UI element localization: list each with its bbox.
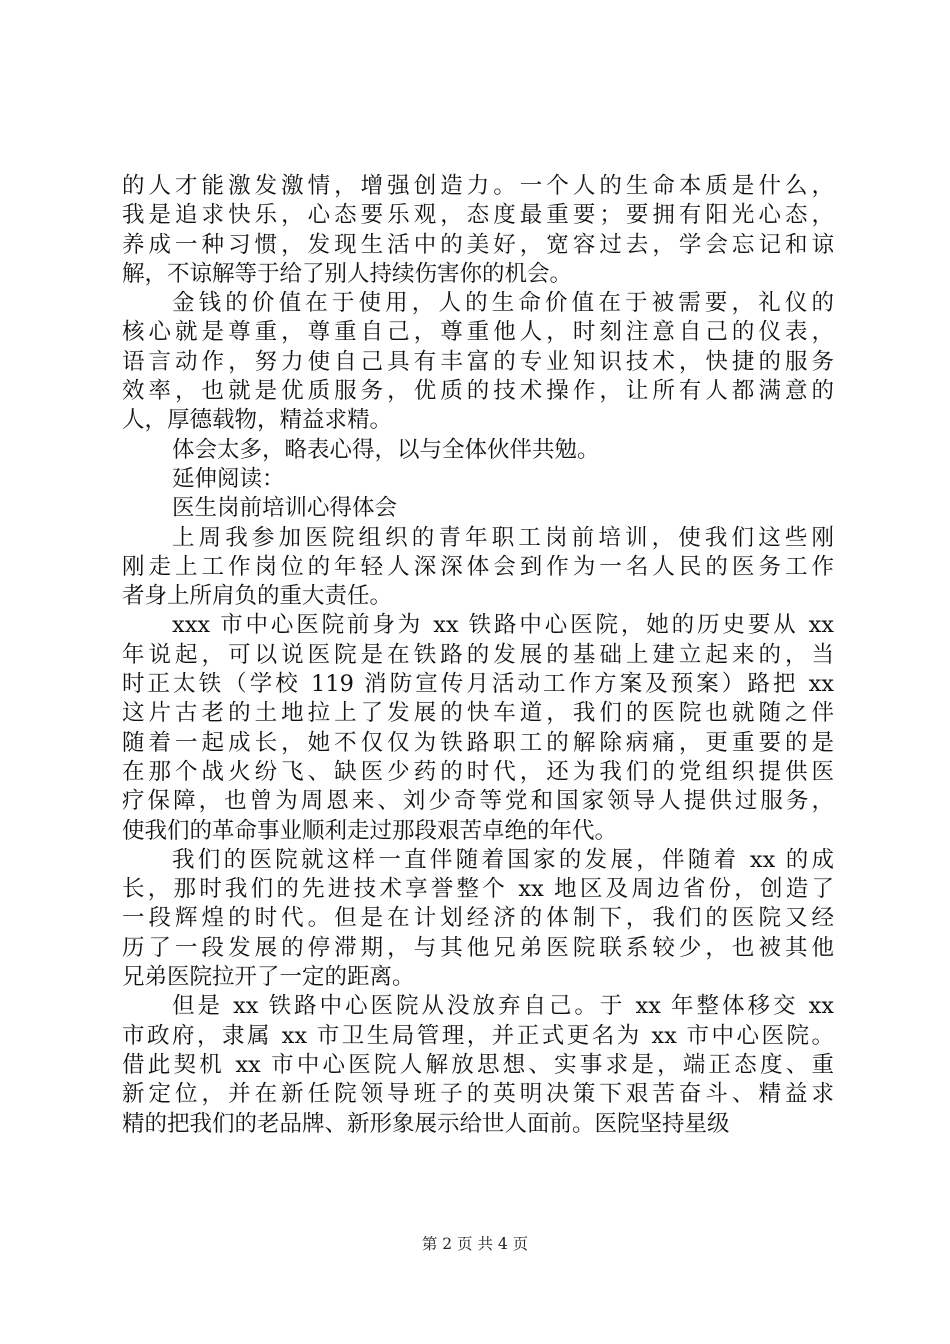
text-line: 年说起，可以说医院是在铁路的发展的基础上建立起来的，当 — [122, 641, 834, 668]
paragraph — [122, 494, 834, 523]
text-line: 历了一段发展的停滞期，与其他兄弟医院联系较少，也被其他 — [122, 934, 834, 961]
text-line: 新定位，并在新任院领导班子的英明决策下艰苦奋斗、精益求 — [122, 1081, 834, 1108]
text-line: 长，那时我们的先进技术享誉整个 xx 地区及周边省份，创造了 — [122, 876, 834, 903]
text-line: xxx 市中心医院前身为 xx 铁路中心医院，她的历史要从 xx — [172, 612, 834, 639]
text-line: 我们的医院就这样一直伴随着国家的发展，伴随着 xx 的成 — [172, 846, 834, 873]
paragraph — [122, 289, 834, 435]
text-line: 核心就是尊重，尊重自己，尊重他人，时刻注意自己的仪表， — [122, 319, 834, 346]
text-line: 养成一种习惯，发现生活中的美好，宽容过去，学会忘记和谅 — [122, 231, 834, 258]
paragraph — [122, 846, 834, 992]
text-line: 在那个战火纷飞、缺医少药的时代，还为我们的党组织提供医 — [122, 758, 834, 785]
text-line: 时正太铁（学校 119 消防宣传月活动工作方案及预案）路把 xx — [122, 671, 834, 698]
paragraph — [122, 992, 834, 1138]
text-line: 这片古老的土地拉上了发展的快车道，我们的医院也就随之伴 — [122, 700, 834, 727]
paragraph — [122, 611, 834, 845]
text-line: 借此契机 xx 市中心医院人解放思想、实事求是，端正态度、重 — [122, 1051, 834, 1078]
text-line: 的人才能激发激情，增强创造力。一个人的生命本质是什么， — [122, 173, 834, 199]
text-line: 市政府，隶属 xx 市卫生局管理，并正式更名为 xx 市中心医院。 — [122, 1022, 834, 1049]
text-line: 随着一起成长，她不仅仅为铁路职工的解除病痛，更重要的是 — [122, 729, 834, 756]
text-line: 上周我参加医院组织的青年职工岗前培训，使我们这些刚 — [172, 524, 834, 551]
text-line: 刚走上工作岗位的年轻人深深体会到作为一名人民的医务工作 — [122, 553, 834, 580]
text-line: 一段辉煌的时代。但是在计划经济的体制下，我们的医院又经 — [122, 905, 834, 932]
text-line: 疗保障，也曾为周恩来、刘少奇等党和国家领导人提供过服务， — [122, 788, 834, 815]
text-line: 我是追求快乐，心态要乐观，态度最重要；要拥有阳光心态， — [122, 202, 834, 229]
text-line: 金钱的价值在于使用，人的生命价值在于被需要，礼仪的 — [172, 290, 834, 317]
text-line: 精的把我们的老品牌、新形象展示给世人面前。医院坚持星级 — [122, 1110, 730, 1137]
text-line: 医生岗前培训心得体会 — [172, 495, 398, 522]
text-line: 解，不谅解等于给了别人持续伤害你的机会。 — [122, 260, 573, 287]
text-line: 延伸阅读： — [172, 465, 285, 492]
text-line: 兄弟医院拉开了一定的距离。 — [122, 964, 415, 991]
paragraph — [122, 465, 834, 494]
text-line: 体会太多，略表心得，以与全体伙伴共勉。 — [172, 436, 600, 463]
text-line: 语言动作，努力使自己具有丰富的专业知识技术，快捷的服务 — [122, 348, 834, 375]
text-line: 者身上所肩负的重大责任。 — [122, 583, 393, 610]
paragraph — [122, 172, 834, 289]
text-line: 效率，也就是优质服务，优质的技术操作，让所有人都满意的 — [122, 378, 834, 405]
page-footer: 第 2 页 共 4 页 — [421, 1235, 529, 1253]
paragraph — [122, 436, 834, 465]
text-line: 但是 xx 铁路中心医院从没放弃自己。于 xx 年整体移交 xx — [172, 993, 834, 1020]
document-body — [122, 172, 834, 1139]
text-line: 使我们的革命事业顺利走过那段艰苦卓绝的年代。 — [122, 817, 618, 844]
paragraph — [122, 524, 834, 612]
text-line: 人，厚德载物，精益求精。 — [122, 407, 393, 434]
